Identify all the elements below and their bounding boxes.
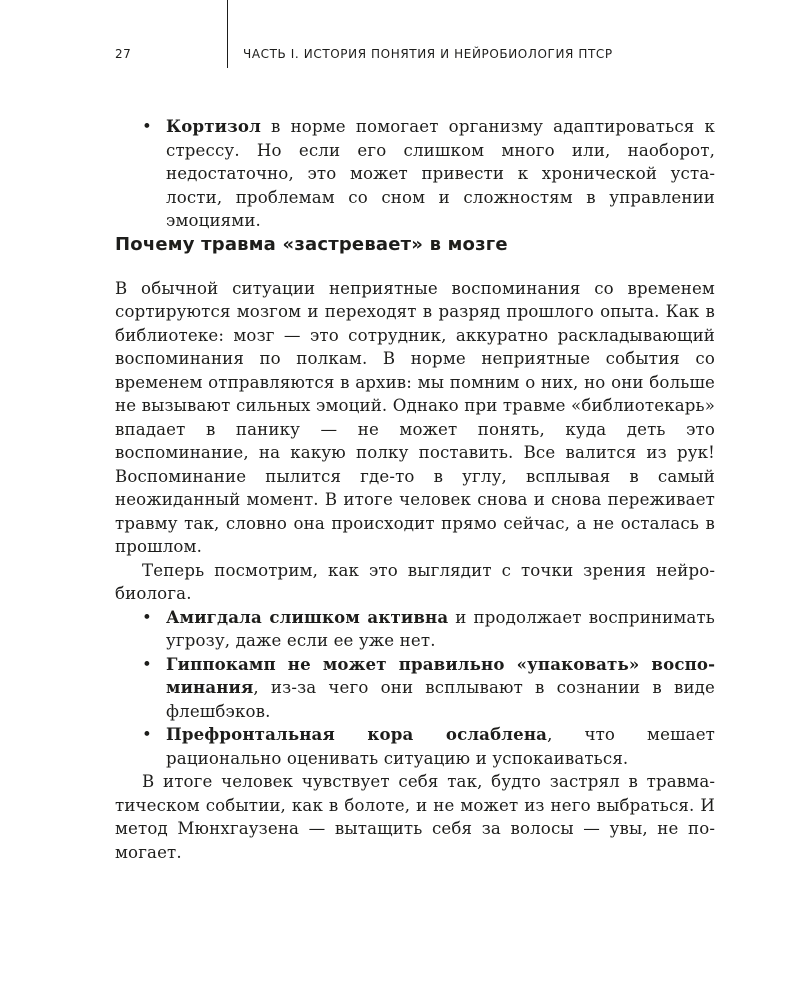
bullet-text: и продолжает воспринимать угрозу, даже если ее уже нет. <box>166 607 715 650</box>
bullet-term: Гиппокамп не может правильно «упаковать» воспоминания <box>166 653 715 697</box>
paragraph: В итоге человек чувствует себя так, будто застрял в травматическом событии, как в болоте, и не может из него выбраться. И метод Мюнхгаузена — вытащить себя за волосы — увы, не помогает. <box>115 772 715 862</box>
section-heading: Почему травма «застревает» в мозге <box>115 233 508 255</box>
list-item <box>166 723 715 770</box>
header-divider-line <box>227 0 228 68</box>
bullet-term: Амигдала слишком активна <box>166 606 449 627</box>
list-item <box>166 115 715 233</box>
running-title: ЧАСТЬ I. ИСТОРИЯ ПОНЯТИЯ И НЕЙРОБИОЛОГИЯ ПТСР <box>243 47 613 61</box>
bullet-term: Кортизол <box>166 116 261 136</box>
bullet-term: Префронтальная кора ослаблена <box>166 724 548 744</box>
brain-regions-list <box>115 606 715 771</box>
page-body <box>115 115 715 864</box>
paragraph: Теперь посмотрим, как это выглядит с точки зрения нейробиолога. <box>115 560 715 603</box>
paragraph: В обычной ситуации неприятные воспоминания со временем сортируются мозгом и переходят в разряд прошлого опыта. Как в библиотеке: мозг — это сотрудник, аккуратно раскладывающий воспоминания по полкам. В норме неприятные события со временем отправляются в архив: мы помним о них, но они больше не вызывают сильных эмоций. Однако при травме «библиотекарь» впадает в панику — не может понять, куда деть это воспоминание, на какую полку поставить. Все валится из рук! Воспоминание пылится где-то в углу, всплывая в самый неожиданный момент. В итоге человек снова и снова переживает травму так, словно она происходит прямо сейчас, а не осталась в прошлом. <box>115 278 715 556</box>
bullet-text: , из-за чего они всплывают в сознании в виде флешбэков. <box>166 678 715 721</box>
page-number: 27 <box>115 47 132 61</box>
bullet-text: , что мешает рационально оценивать ситуацию и успокаиваться. <box>166 725 716 768</box>
list-item <box>166 653 715 724</box>
cortisol-list <box>115 115 715 233</box>
list-item <box>166 606 715 653</box>
bullet-text: в норме помогает организму адаптироваться к стрессу. Но если его слишком много или, наоборот, недостаточно, это может привести к хронической усталости, проблемам со сном и сложностям в управлении эмоциями. <box>166 117 715 230</box>
